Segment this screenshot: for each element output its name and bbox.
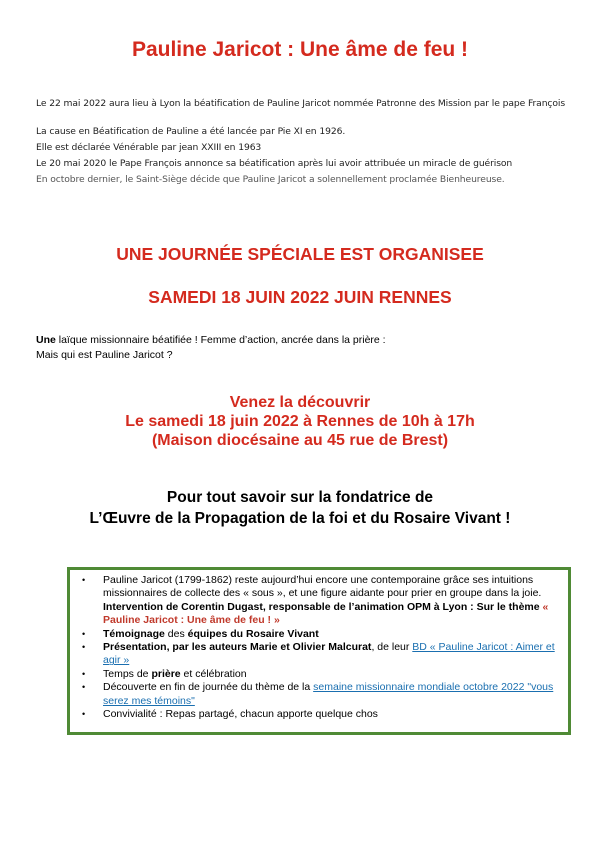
- program-item-2-mid: des: [164, 627, 188, 640]
- program-item-presentation: [82, 641, 558, 668]
- teaser-line-1-text: laïque missionnaire béatifiée ! Femme d’action, ancrée dans la prière :: [55, 334, 386, 346]
- program-item-4-pre: Temps de: [103, 667, 152, 680]
- invite-heading: Venez la découvrir: [229, 394, 371, 411]
- bullet-icon: •: [82, 575, 86, 585]
- program-item-4-bold: prière: [151, 667, 181, 680]
- program-item-1-theme: « Pauline Jaricot : Une âme de feu ! »: [103, 600, 549, 627]
- bullet-icon: •: [82, 642, 86, 653]
- intro-line-proclamation: En octobre dernier, le Saint-Siège décide que Pauline Jaricot a solennellement proclamée Bienheureuse.: [36, 174, 505, 185]
- event-headline: UNE JOURNÉE SPÉCIALE EST ORGANISEE: [116, 244, 484, 264]
- program-item-temoignage: [82, 627, 558, 641]
- program-item-3-bold: Présentation, par les auteurs Marie et Olivier Malcurat: [103, 641, 372, 654]
- program-item-3-mid: , de leur: [371, 641, 413, 654]
- intro-line-miracle: Le 20 mai 2020 le Pape François annonce sa béatification après lui avoir attribuée un miracle de guérison: [36, 158, 513, 169]
- program-item-4-post: et célébration: [180, 667, 247, 680]
- bullet-icon: •: [82, 668, 86, 679]
- teaser-bold-word: Une: [36, 334, 56, 346]
- bullet-icon: •: [82, 682, 86, 693]
- program-item-2-bold-2: équipes du Rosaire Vivant: [187, 627, 319, 640]
- program-item-1-text: Pauline Jaricot (1799-1862) reste aujourd’hui encore une contemporaine grâce ses intuitions missionnaires de collecte des « sous », et une figure aidante pour prier en groupe dans la joie.: [103, 574, 542, 600]
- program-item-decouverte: [82, 681, 558, 708]
- program-item-6-text: Convivialité : Repas partagé, chacun apporte quelque chos: [103, 708, 378, 721]
- bd-link[interactable]: BD « Pauline Jaricot : Aimer et agir »: [103, 641, 555, 667]
- founder-heading: Pour tout savoir sur la fondatrice de: [166, 489, 434, 506]
- program-item-convivialite: [82, 708, 558, 721]
- intro-line-venerable: Elle est déclarée Vénérable par jean XXIII en 1963: [36, 142, 262, 153]
- teaser-line-1: [36, 333, 386, 347]
- bullet-icon: •: [82, 709, 86, 720]
- program-item-2-bold-1: Témoignage: [103, 627, 165, 640]
- page-title: Pauline Jaricot : Une âme de feu !: [131, 38, 469, 61]
- founder-work-heading: L’Œuvre de la Propagation de la foi et du Rosaire Vivant !: [89, 510, 511, 527]
- bullet-icon: •: [82, 628, 86, 639]
- intro-line-cause: La cause en Béatification de Pauline a été lancée par Pie XI en 1926.: [36, 126, 346, 137]
- program-box: [67, 567, 571, 735]
- program-item-5-pre: Découverte en fin de journée du thème de la: [103, 681, 314, 694]
- invite-date-time: Le samedi 18 juin 2022 à Rennes de 10h à 17h: [125, 413, 475, 430]
- invite-location: (Maison diocésaine au 45 rue de Brest): [151, 432, 449, 449]
- program-item-intervention: [82, 574, 558, 628]
- teaser-line-2: Mais qui est Pauline Jaricot ?: [36, 349, 173, 361]
- program-item-1-bold: Intervention de Corentin Dugast, responsable de l’animation OPM à Lyon : Sur le thème: [103, 600, 543, 613]
- semaine-missionnaire-link[interactable]: semaine missionnaire mondiale octobre 2022 "vous serez mes témoins": [103, 681, 554, 707]
- intro-line-beatification: Le 22 mai 2022 aura lieu à Lyon la béatification de Pauline Jaricot nommée Patronne des Mission par le pape François: [36, 98, 566, 109]
- program-list: [70, 570, 568, 721]
- event-date-headline: SAMEDI 18 JUIN 2022 JUIN RENNES: [148, 287, 452, 307]
- program-item-priere: [82, 667, 558, 681]
